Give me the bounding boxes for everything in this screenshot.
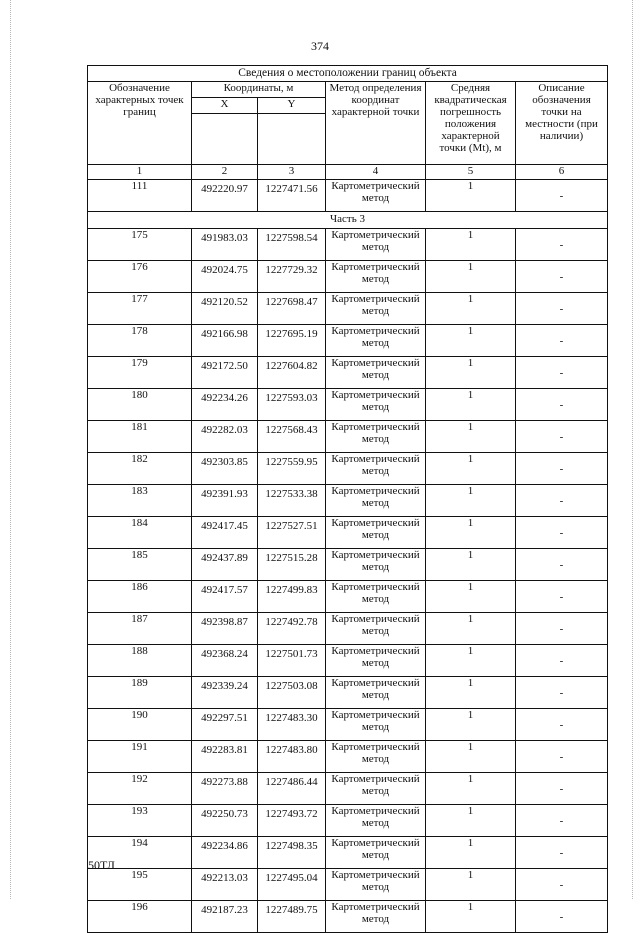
- method-cell: Картометрический метод: [326, 421, 426, 453]
- method-cell: Картометрический метод: [326, 453, 426, 485]
- coord-y: 1227503.08: [258, 677, 326, 709]
- point-id: 195: [88, 869, 192, 901]
- column-number: 6: [516, 165, 608, 180]
- table-row: [88, 677, 608, 709]
- method-cell: Картометрический метод: [326, 645, 426, 677]
- point-id: 180: [88, 389, 192, 421]
- coord-y: 1227515.28: [258, 549, 326, 581]
- coord-x: 492273.88: [192, 773, 258, 805]
- point-id: 190: [88, 709, 192, 741]
- table-row: [88, 581, 608, 613]
- point-id: 191: [88, 741, 192, 773]
- error-cell: 1: [426, 773, 516, 805]
- error-cell: 1: [426, 709, 516, 741]
- method-cell: Картометрический метод: [326, 901, 426, 933]
- coord-y: 1227492.78: [258, 613, 326, 645]
- point-id: 186: [88, 581, 192, 613]
- description-cell: -: [516, 869, 608, 901]
- description-cell: -: [516, 180, 608, 212]
- coord-x: 492166.98: [192, 325, 258, 357]
- coord-x: 492234.86: [192, 837, 258, 869]
- column-number: 3: [258, 165, 326, 180]
- coord-x: 492417.45: [192, 517, 258, 549]
- coord-y: 1227498.35: [258, 837, 326, 869]
- method-cell: Картометрический метод: [326, 837, 426, 869]
- error-cell: 1: [426, 389, 516, 421]
- error-cell: 1: [426, 805, 516, 837]
- table-row: [88, 229, 608, 261]
- table-row: [88, 357, 608, 389]
- description-cell: -: [516, 325, 608, 357]
- description-cell: -: [516, 901, 608, 933]
- coord-y: 1227471.56: [258, 180, 326, 212]
- coord-x: 492234.26: [192, 389, 258, 421]
- point-id: 179: [88, 357, 192, 389]
- error-cell: 1: [426, 613, 516, 645]
- error-cell: 1: [426, 229, 516, 261]
- method-cell: Картометрический метод: [326, 773, 426, 805]
- header-x-spacer: [192, 114, 258, 165]
- page-number: 374: [311, 39, 329, 53]
- description-cell: -: [516, 805, 608, 837]
- point-id: 193: [88, 805, 192, 837]
- point-id: 176: [88, 261, 192, 293]
- description-cell: -: [516, 741, 608, 773]
- point-id: 184: [88, 517, 192, 549]
- description-cell: -: [516, 581, 608, 613]
- error-cell: 1: [426, 901, 516, 933]
- table-row: [88, 837, 608, 869]
- header-error: Средняя квадратическая погрешность положения характерной точки (Mt), м: [426, 82, 516, 165]
- description-cell: -: [516, 709, 608, 741]
- table-row: [88, 709, 608, 741]
- point-id: 192: [88, 773, 192, 805]
- table-row: [88, 325, 608, 357]
- description-cell: -: [516, 293, 608, 325]
- table-row: [88, 389, 608, 421]
- error-cell: 1: [426, 517, 516, 549]
- table-row: [88, 869, 608, 901]
- header-x: X: [192, 98, 258, 114]
- method-cell: Картометрический метод: [326, 549, 426, 581]
- coord-y: 1227501.73: [258, 645, 326, 677]
- coord-x: 492220.97: [192, 180, 258, 212]
- column-number: 1: [88, 165, 192, 180]
- coord-x: 492187.23: [192, 901, 258, 933]
- description-cell: -: [516, 613, 608, 645]
- table-row: [88, 453, 608, 485]
- method-cell: Картометрический метод: [326, 613, 426, 645]
- method-cell: Картометрический метод: [326, 869, 426, 901]
- point-id: 181: [88, 421, 192, 453]
- coord-y: 1227527.51: [258, 517, 326, 549]
- coord-x: 492303.85: [192, 453, 258, 485]
- table-row: [88, 805, 608, 837]
- method-cell: Картометрический метод: [326, 709, 426, 741]
- table-row: [88, 613, 608, 645]
- point-id: 177: [88, 293, 192, 325]
- description-cell: -: [516, 357, 608, 389]
- coord-x: 492282.03: [192, 421, 258, 453]
- error-cell: 1: [426, 581, 516, 613]
- error-cell: 1: [426, 741, 516, 773]
- coord-y: 1227695.19: [258, 325, 326, 357]
- coord-x: 492172.50: [192, 357, 258, 389]
- scan-edge-right: [632, 0, 633, 899]
- method-cell: Картометрический метод: [326, 261, 426, 293]
- boundary-coordinates-table: [87, 65, 608, 933]
- coord-x: 492250.73: [192, 805, 258, 837]
- table-row: [88, 773, 608, 805]
- coord-y: 1227598.54: [258, 229, 326, 261]
- section-rows: [88, 229, 608, 933]
- coord-y: 1227499.83: [258, 581, 326, 613]
- header-y: Y: [258, 98, 326, 114]
- coord-y: 1227729.32: [258, 261, 326, 293]
- description-cell: -: [516, 389, 608, 421]
- column-number: 4: [326, 165, 426, 180]
- point-id: 175: [88, 229, 192, 261]
- error-cell: 1: [426, 869, 516, 901]
- description-cell: -: [516, 421, 608, 453]
- description-cell: -: [516, 229, 608, 261]
- error-cell: 1: [426, 485, 516, 517]
- point-id: 185: [88, 549, 192, 581]
- coord-x: 492297.51: [192, 709, 258, 741]
- method-cell: Картометрический метод: [326, 180, 426, 212]
- coord-y: 1227533.38: [258, 485, 326, 517]
- point-id: 187: [88, 613, 192, 645]
- table-row: [88, 485, 608, 517]
- coord-x: 492391.93: [192, 485, 258, 517]
- method-cell: Картометрический метод: [326, 677, 426, 709]
- error-cell: 1: [426, 293, 516, 325]
- header-y-spacer: [258, 114, 326, 165]
- description-cell: -: [516, 549, 608, 581]
- description-cell: -: [516, 261, 608, 293]
- header-method: Метод определения координат характерной точки: [326, 82, 426, 165]
- description-cell: -: [516, 645, 608, 677]
- coord-x: 492339.24: [192, 677, 258, 709]
- error-cell: 1: [426, 325, 516, 357]
- description-cell: -: [516, 485, 608, 517]
- point-id: 183: [88, 485, 192, 517]
- coord-y: 1227568.43: [258, 421, 326, 453]
- coord-y: 1227489.75: [258, 901, 326, 933]
- column-number: 2: [192, 165, 258, 180]
- table-row: [88, 549, 608, 581]
- section-label: Часть 3: [88, 212, 608, 229]
- coord-y: 1227559.95: [258, 453, 326, 485]
- description-cell: -: [516, 773, 608, 805]
- description-cell: -: [516, 677, 608, 709]
- coord-y: 1227698.47: [258, 293, 326, 325]
- coord-x: 491983.03: [192, 229, 258, 261]
- point-id: 189: [88, 677, 192, 709]
- method-cell: Картометрический метод: [326, 293, 426, 325]
- error-cell: 1: [426, 453, 516, 485]
- table-row: [88, 645, 608, 677]
- coord-y: 1227483.30: [258, 709, 326, 741]
- method-cell: Картометрический метод: [326, 325, 426, 357]
- point-id: 196: [88, 901, 192, 933]
- coord-y: 1227483.80: [258, 741, 326, 773]
- method-cell: Картометрический метод: [326, 741, 426, 773]
- coord-x: 492213.03: [192, 869, 258, 901]
- point-id: 182: [88, 453, 192, 485]
- footer-code: 50ТЛ: [88, 858, 115, 872]
- method-cell: Картометрический метод: [326, 581, 426, 613]
- error-cell: 1: [426, 677, 516, 709]
- scan-edge-left: [10, 0, 11, 899]
- error-cell: 1: [426, 357, 516, 389]
- point-id: 111: [88, 180, 192, 212]
- method-cell: Картометрический метод: [326, 805, 426, 837]
- coord-x: 492437.89: [192, 549, 258, 581]
- error-cell: 1: [426, 261, 516, 293]
- description-cell: -: [516, 837, 608, 869]
- coord-x: 492417.57: [192, 581, 258, 613]
- coord-y: 1227495.04: [258, 869, 326, 901]
- table-title: Сведения о местоположении границ объекта: [88, 66, 608, 82]
- method-cell: Картометрический метод: [326, 229, 426, 261]
- coord-x: 492024.75: [192, 261, 258, 293]
- table-row: [88, 901, 608, 933]
- description-cell: -: [516, 517, 608, 549]
- header-point: Обозначение характерных точек границ: [88, 82, 192, 165]
- table-row: [88, 517, 608, 549]
- coord-x: 492120.52: [192, 293, 258, 325]
- error-cell: 1: [426, 837, 516, 869]
- point-id: 188: [88, 645, 192, 677]
- method-cell: Картометрический метод: [326, 389, 426, 421]
- description-cell: -: [516, 453, 608, 485]
- rows-before-section: [88, 180, 608, 212]
- point-id: 194: [88, 837, 192, 869]
- section-block: [88, 212, 608, 229]
- coord-y: 1227593.03: [258, 389, 326, 421]
- method-cell: Картометрический метод: [326, 517, 426, 549]
- error-cell: 1: [426, 549, 516, 581]
- coord-y: 1227486.44: [258, 773, 326, 805]
- coord-x: 492283.81: [192, 741, 258, 773]
- coord-x: 492398.87: [192, 613, 258, 645]
- table-row: [88, 180, 608, 212]
- error-cell: 1: [426, 645, 516, 677]
- column-number: 5: [426, 165, 516, 180]
- table-row: [88, 293, 608, 325]
- point-id: 178: [88, 325, 192, 357]
- method-cell: Картометрический метод: [326, 357, 426, 389]
- header-coordinates: Координаты, м: [192, 82, 326, 98]
- table-row: [88, 261, 608, 293]
- table-row: [88, 741, 608, 773]
- coord-x: 492368.24: [192, 645, 258, 677]
- error-cell: 1: [426, 421, 516, 453]
- error-cell: 1: [426, 180, 516, 212]
- header-description: Описание обозначения точки на местности (при наличии): [516, 82, 608, 165]
- coord-y: 1227493.72: [258, 805, 326, 837]
- table-row: [88, 421, 608, 453]
- coord-y: 1227604.82: [258, 357, 326, 389]
- method-cell: Картометрический метод: [326, 485, 426, 517]
